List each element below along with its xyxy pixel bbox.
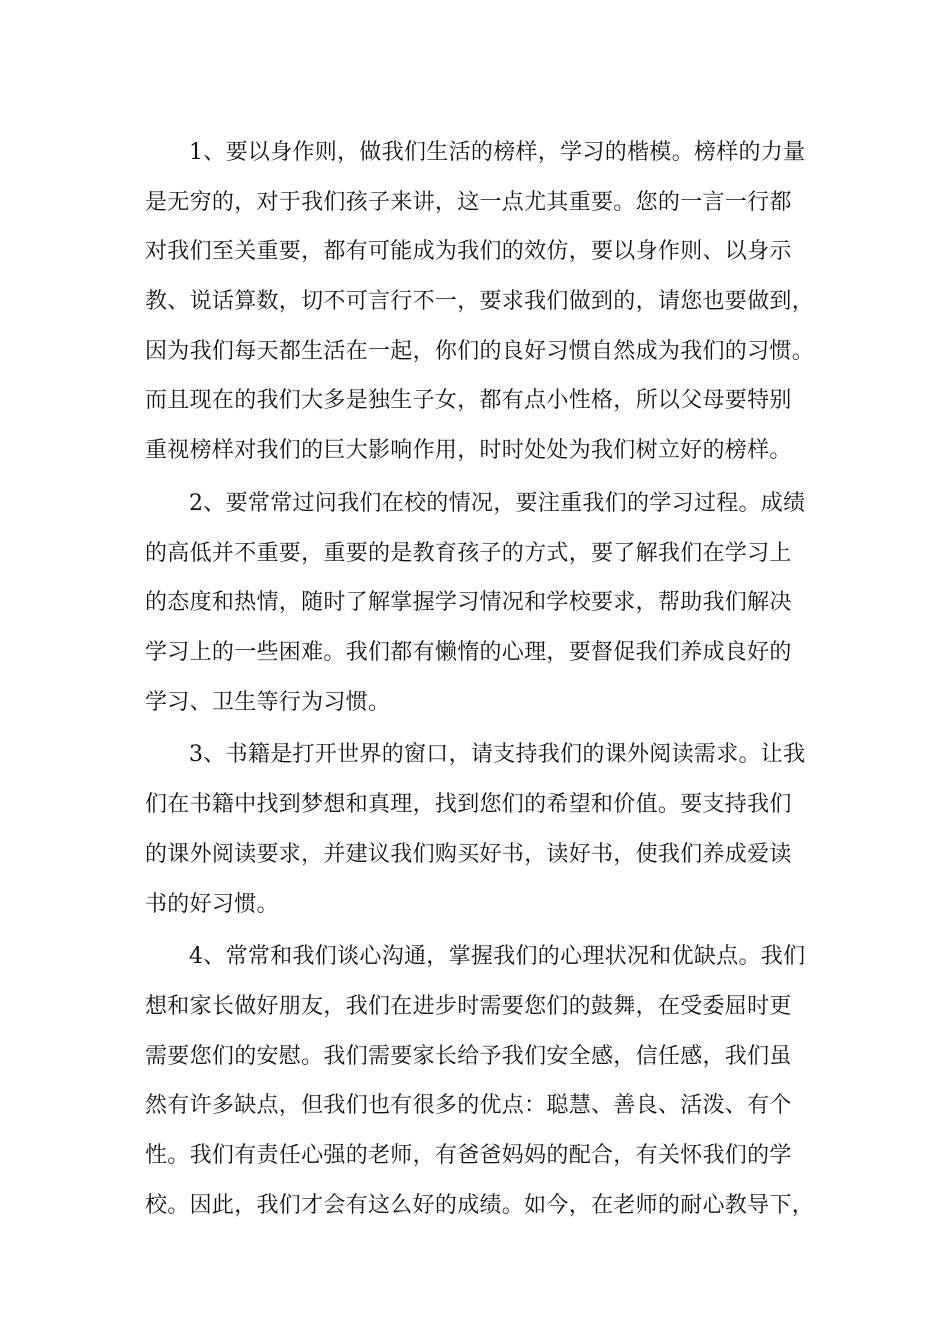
paragraph-line: 2、要常常过问我们在校的情况，要注重我们的学习过程。成绩: [189, 490, 806, 516]
document-body: [145, 128, 825, 1234]
paragraph-line: 3、书籍是打开世界的窗口，请支持我们的课外阅读需求。让我: [189, 742, 806, 768]
paragraph-2: [145, 479, 825, 727]
paragraph-line: 校。因此，我们才会有这么好的成绩。如今，在老师的耐心教导下，: [145, 1192, 815, 1218]
paragraph-1: [145, 128, 825, 476]
paragraph-line: 的课外阅读要求，并建议我们购买好书，读好书，使我们养成爱读: [145, 841, 792, 867]
paragraph-line: 的态度和热情，随时了解掌握学习情况和学校要求，帮助我们解决: [145, 590, 792, 616]
paragraph-line: 想和家长做好朋友，我们在进步时需要您们的鼓舞，在受委屈时更: [145, 993, 792, 1019]
paragraph-line: 书的好习惯。: [145, 891, 279, 917]
paragraph-line: 教、说话算数，切不可言行不一，要求我们做到的，请您也要做到，: [145, 289, 815, 315]
paragraph-4: [145, 932, 825, 1230]
paragraph-line: 重视榜样对我们的巨大影响作用，时时处处为我们树立好的榜样。: [145, 438, 792, 464]
paragraph-line: 然有许多缺点，但我们也有很多的优点：聪慧、善良、活泼、有个: [145, 1093, 792, 1119]
paragraph-line: 因为我们每天都生活在一起，你们的良好习惯自然成为我们的习惯。: [145, 338, 815, 364]
paragraph-line: 的高低并不重要，重要的是教育孩子的方式，要了解我们在学习上: [145, 540, 792, 566]
paragraph-line: 学习、卫生等行为习惯。: [145, 689, 391, 715]
paragraph-line: 是无穷的，对于我们孩子来讲，这一点尤其重要。您的一言一行都: [145, 189, 792, 215]
paragraph-line: 们在书籍中找到梦想和真理，找到您们的希望和价值。要支持我们: [145, 792, 792, 818]
paragraph-3: [145, 730, 825, 929]
paragraph-line: 1、要以身作则，做我们生活的榜样，学习的楷模。榜样的力量: [189, 140, 806, 165]
paragraph-line: 性。我们有责任心强的老师，有爸爸妈妈的配合，有关怀我们的学: [145, 1143, 792, 1169]
paragraph-line: 4、常常和我们谈心沟通，掌握我们的心理状况和优缺点。我们: [189, 944, 806, 970]
paragraph-line: 对我们至关重要，都有可能成为我们的效仿，要以身作则、以身示: [145, 239, 792, 265]
paragraph-line: 需要您们的安慰。我们需要家长给予我们安全感，信任感，我们虽: [145, 1043, 792, 1069]
paragraph-line: 而且现在的我们大多是独生子女，都有点小性格，所以父母要特别: [145, 388, 792, 414]
paragraph-line: 学习上的一些困难。我们都有懒惰的心理，要督促我们养成良好的: [145, 639, 792, 665]
